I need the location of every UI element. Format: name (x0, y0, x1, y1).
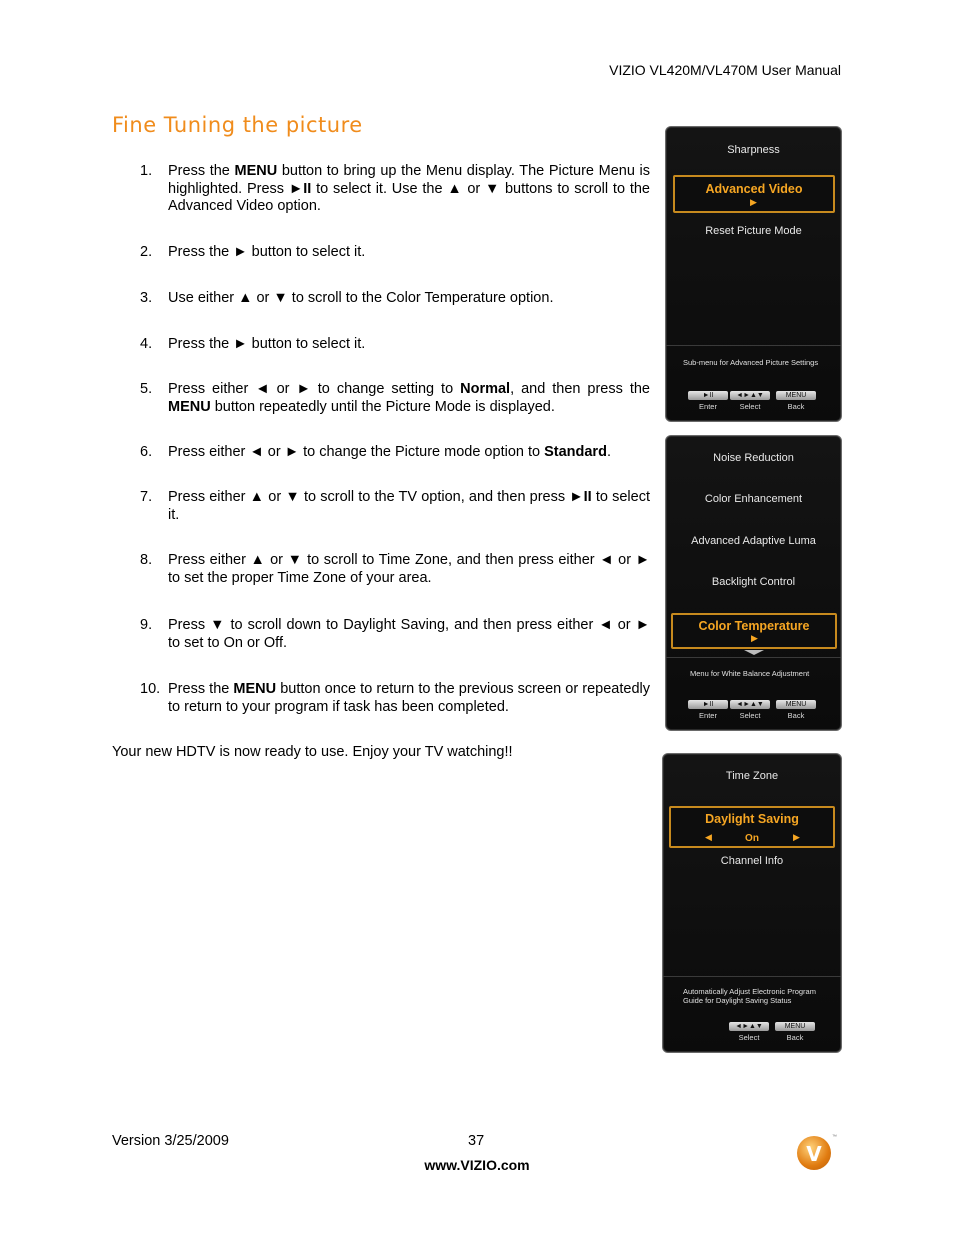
logo-letter: V (806, 1142, 822, 1166)
osd-panel-daylight-saving (662, 753, 842, 1053)
menu-key-icon: MENU (775, 1022, 815, 1031)
menu-item-backlight-control[interactable]: Backlight Control (711, 576, 796, 588)
section-title: Fine Tuning the picture (112, 113, 363, 137)
step-text: Press the MENU button once to return to the previous screen or repeatedly to return to your program if task has been completed. (168, 681, 651, 715)
highlight-label: Daylight Saving (705, 812, 799, 826)
step-number: 9. (140, 617, 153, 633)
menu-item-noise-reduction[interactable]: Noise Reduction (713, 452, 794, 464)
step-text: Press either ◄ or ► to change setting to Normal, and then press the MENU button repeatedly until the Picture Mode is displayed. (168, 381, 650, 415)
vizio-logo-icon (797, 1134, 837, 1170)
panel-help-line: Guide for Daylight Saving Status (683, 996, 792, 1005)
navigation-arrows-icon: ◄►▲▼ (730, 700, 770, 709)
enter-button[interactable] (688, 391, 728, 411)
enter-label: Enter (699, 711, 717, 720)
step-number: 2. (140, 244, 153, 260)
back-button[interactable] (776, 391, 816, 411)
navigation-arrows-icon: ◄►▲▼ (730, 391, 770, 400)
left-arrow-icon[interactable]: ◀ (705, 832, 712, 842)
panel-help-text: Menu for White Balance Adjustment (690, 669, 810, 678)
step-text: Press the MENU button to bring up the Menu display. The Picture Menu is highlighted. Press ►II to select it. Use the ▲ or ▼ buttons to scroll to the Advanced Video option. (168, 163, 651, 214)
panel-help-line: Automatically Adjust Electronic Program (683, 987, 816, 996)
version-text: Version 3/25/2009 (112, 1133, 229, 1149)
step-text: Press the ► button to select it. (168, 244, 366, 260)
step-number: 10. (140, 681, 161, 697)
scroll-down-icon[interactable] (744, 650, 764, 655)
menu-item-color-enhancement[interactable]: Color Enhancement (704, 493, 803, 505)
menu-item-daylight-saving-selected[interactable] (669, 806, 835, 848)
right-arrow-icon[interactable]: ▶ (793, 832, 800, 842)
select-button[interactable] (730, 391, 770, 411)
select-button[interactable] (730, 700, 770, 720)
website-url[interactable]: www.VIZIO.com (424, 1157, 530, 1173)
select-label: Select (738, 1033, 760, 1042)
page-number: 37 (468, 1133, 485, 1149)
right-arrow-icon: ▶ (750, 197, 757, 207)
step-number: 3. (140, 290, 153, 306)
step-text: Press either ◄ or ► to change the Picture mode option to Standard. (168, 444, 611, 460)
step-text: Press either ▲ or ▼ to scroll to the TV option, and then press ►II to select it. (168, 489, 650, 523)
step-number: 6. (140, 444, 153, 460)
step-text: Press ▼ to scroll down to Daylight Saving, and then press either ◄ or ► to set to On or Off. (168, 617, 650, 651)
trademark-mark: ™ (832, 1134, 837, 1140)
panel-help-text (683, 987, 841, 1005)
manual-header-title: VIZIO VL420M/VL470M User Manual (609, 62, 841, 78)
step-number: 5. (140, 381, 153, 397)
step-number: 1. (140, 163, 153, 179)
osd-panel-advanced-video (665, 126, 842, 422)
right-arrow-icon: ▶ (751, 633, 758, 643)
step-text: Press the ► button to select it. (168, 336, 366, 352)
menu-key-icon: MENU (776, 700, 816, 709)
enter-button[interactable] (688, 700, 728, 720)
back-label: Back (787, 402, 805, 411)
select-button[interactable] (729, 1022, 769, 1042)
back-button[interactable] (776, 700, 816, 720)
menu-item-channel-info[interactable]: Channel Info (720, 855, 784, 867)
osd-panel-color-temperature (665, 435, 842, 731)
back-label: Back (787, 711, 805, 720)
step-number: 4. (140, 336, 153, 352)
step-text: Press either ▲ or ▼ to scroll to Time Zone, and then press either ◄ or ► to set the proper Time Zone of your area. (168, 552, 650, 586)
step-text: Use either ▲ or ▼ to scroll to the Color Temperature option. (168, 290, 554, 306)
select-label: Select (739, 402, 761, 411)
step-number: 7. (140, 489, 153, 505)
panel-help-text: Sub-menu for Advanced Picture Settings (683, 358, 819, 367)
menu-item-reset-picture-mode[interactable]: Reset Picture Mode (705, 225, 802, 237)
menu-item-advanced-adaptive-luma[interactable]: Advanced Adaptive Luma (691, 535, 816, 547)
highlight-label: Advanced Video (705, 182, 803, 196)
highlight-label: Color Temperature (698, 619, 810, 633)
play-pause-icon: ►II (688, 700, 728, 709)
menu-item-advanced-video-selected[interactable] (673, 175, 835, 213)
panel-divider (666, 345, 841, 346)
back-label: Back (786, 1033, 804, 1042)
select-label: Select (739, 711, 761, 720)
menu-item-sharpness[interactable]: Sharpness (727, 144, 780, 156)
closing-text: Your new HDTV is now ready to use. Enjoy your TV watching!! (112, 744, 513, 760)
panel-divider (666, 657, 841, 658)
panel-divider (663, 976, 841, 977)
menu-key-icon: MENU (776, 391, 816, 400)
setting-value: On (745, 833, 759, 844)
enter-label: Enter (699, 402, 717, 411)
step-number: 8. (140, 552, 153, 568)
menu-item-color-temperature-selected[interactable] (671, 613, 837, 649)
back-button[interactable] (775, 1022, 815, 1042)
menu-item-time-zone[interactable]: Time Zone (725, 770, 779, 782)
play-pause-icon: ►II (688, 391, 728, 400)
navigation-arrows-icon: ◄►▲▼ (729, 1022, 769, 1031)
